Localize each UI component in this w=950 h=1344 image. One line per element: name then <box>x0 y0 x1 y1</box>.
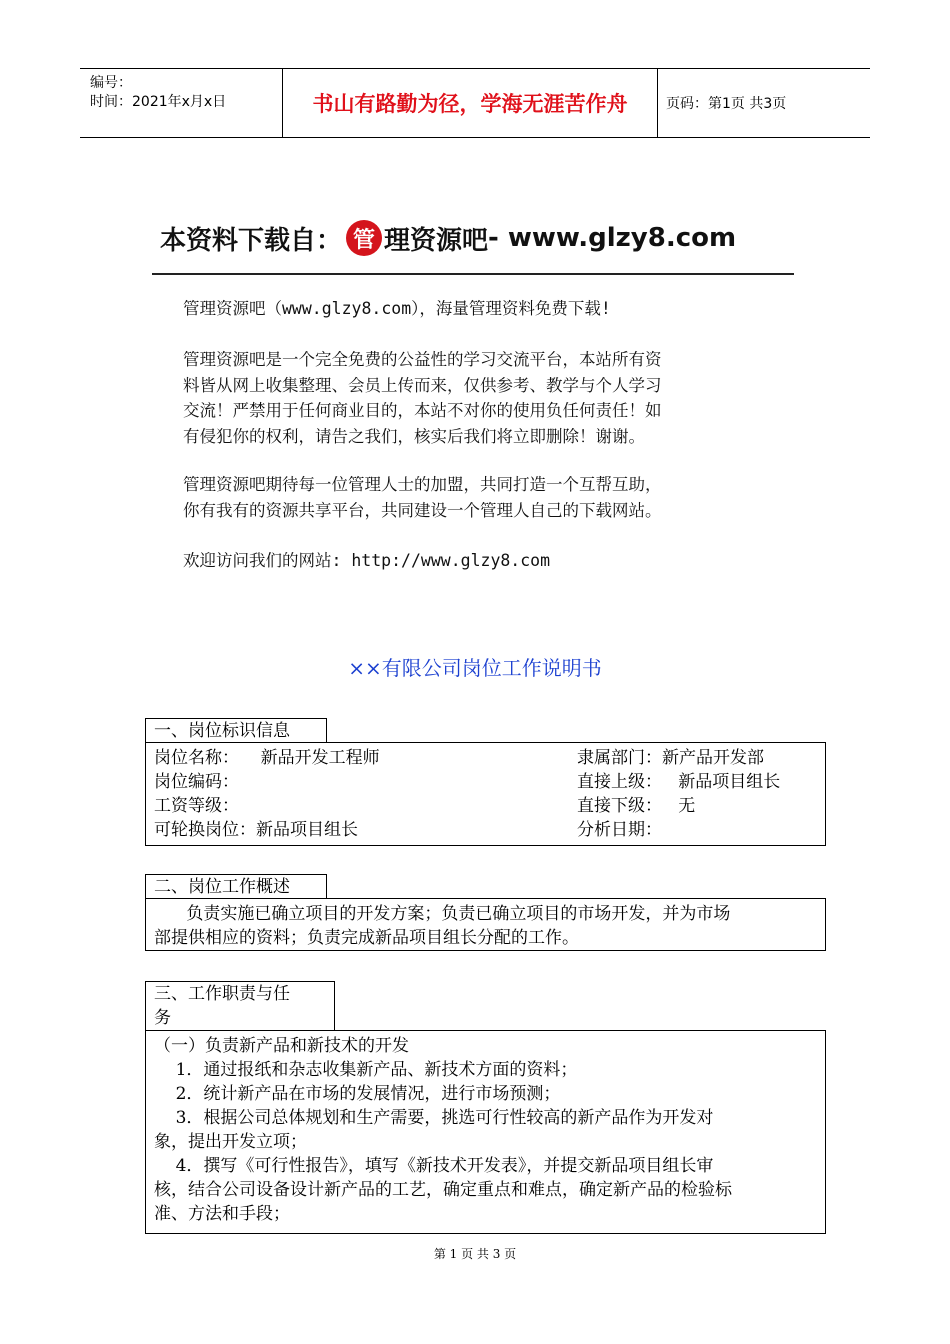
section-1-title: 一、岗位标识信息 <box>145 718 327 743</box>
number-label: 编号： <box>90 75 132 91</box>
glzy8-logo-icon: 管 <box>346 220 382 256</box>
section-2-title: 二、岗位工作概述 <box>145 874 327 899</box>
banner-url[interactable]: - www.glzy8.com <box>488 223 737 253</box>
intro-paragraph-3: 管理资源吧期待每一位管理人士的加盟，共同打造一个互帮互助， 你有我有的资源共享平台，共同建设一个管理人自己的下载网站。 <box>183 475 662 520</box>
list-item: 3．根据公司总体规划和生产需要，挑选可行性较高的新产品作为开发对 <box>154 1108 714 1128</box>
list-item: 准、方法和手段； <box>154 1204 290 1224</box>
intro-paragraph-2: 管理资源吧是一个完全免费的公益性的学习交流平台，本站所有资 料皆从网上收集整理、会员上传而来，仅供参考、教学与个人学习 交流！严禁用于任何商业目的，本站不对你的使用负任何责任！如 有侵犯你的权利，请告之我们，核实后我们将立即删除！谢谢。 <box>183 350 662 446</box>
section-3-box <box>145 1030 826 1234</box>
banner-prefix: 本资料下载自： <box>160 225 343 256</box>
section-2-text: 负责实施已确立项目的开发方案；负责已确立项目的市场开发，并为市场 部提供相应的资料；负责完成新品项目组长分配的工作。 <box>154 904 731 948</box>
section-3-text <box>154 1034 817 1226</box>
list-item: 2．统计新产品在市场的发展情况，进行市场预测； <box>154 1084 561 1104</box>
list-item: 4．撰写《可行性报告》，填写《新技术开发表》，并提交新品项目组长审 <box>154 1156 714 1176</box>
list-item: 象，提出开发立项； <box>154 1132 307 1152</box>
header-motto: 书山有路勤为径，学海无涯苦作舟 <box>283 69 658 137</box>
list-item: （一）负责新产品和新技术的开发 <box>154 1036 409 1056</box>
list-item: 核，结合公司设备设计新产品的工艺，确定重点和难点，确定新产品的检验标 <box>154 1180 732 1200</box>
section-1-box <box>145 742 826 846</box>
header-page-info: 页码：第1页 共3页 <box>666 96 787 112</box>
table-row: 可轮换岗位：新品项目组长 分析日期： <box>154 820 662 840</box>
intro-paragraph-1: 管理资源吧（www.glzy8.com），海量管理资料免费下载! <box>183 299 611 318</box>
page-header <box>80 68 870 138</box>
banner-divider <box>152 273 794 275</box>
document-title: ××有限公司岗位工作说明书 <box>348 656 602 680</box>
table-row: 岗位名称： 新品开发工程师 隶属部门：新产品开发部 <box>154 748 764 768</box>
page-footer: 第 1 页 共 3 页 <box>433 1247 517 1261</box>
section-3-title: 三、工作职责与任 务 <box>145 981 335 1031</box>
table-row: 工资等级： 直接下级： 无 <box>154 796 696 816</box>
time-label: 时间：2021年x月x日 <box>90 94 227 110</box>
list-item: 1．通过报纸和杂志收集新产品、新技术方面的资料； <box>154 1060 578 1080</box>
section-2-box <box>145 898 826 951</box>
download-banner <box>160 214 736 262</box>
table-row: 岗位编码： 直接上级： 新品项目组长 <box>154 772 781 792</box>
header-meta-cell <box>80 69 283 137</box>
banner-site-name: 理资源吧 <box>384 225 489 256</box>
intro-paragraph-4: 欢迎访问我们的网站: http://www.glzy8.com <box>183 551 551 570</box>
